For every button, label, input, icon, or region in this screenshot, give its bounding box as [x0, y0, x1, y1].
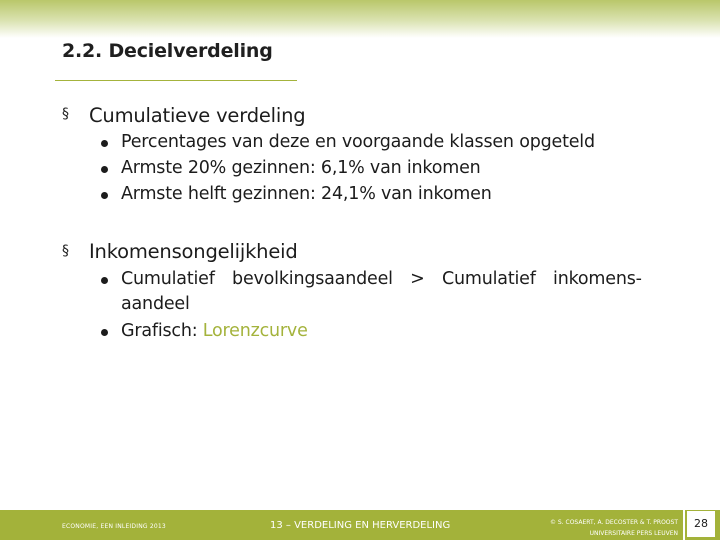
- footer-bar: [0, 510, 720, 540]
- footer-divider: [683, 510, 685, 540]
- header-band: [0, 0, 720, 38]
- list-item: Percentages van deze en voorgaande klassen opgeteld: [121, 132, 595, 152]
- bullet-dot: [101, 192, 108, 199]
- lorenzcurve-term: Lorenzcurve: [202, 321, 308, 341]
- footer-copyright: [535, 517, 678, 539]
- list-item-continuation: aandeel: [121, 294, 190, 314]
- list-item: [121, 321, 308, 341]
- slide-title: 2.2. Decielverdeling: [62, 40, 273, 62]
- item-prefix: Grafisch:: [121, 321, 203, 341]
- list-item: Cumulatief bevolkingsaandeel > Cumulatief inkomens-: [121, 269, 642, 289]
- bullet-dot: [101, 166, 108, 173]
- footer-chapter-title: 13 – VERDELING EN HERVERDELING: [270, 520, 451, 531]
- bullet-dot: [101, 329, 108, 336]
- list-item: Armste 20% gezinnen: 6,1% van inkomen: [121, 158, 481, 178]
- section-bullet: §: [62, 106, 69, 122]
- section-heading-cumulatieve-verdeling: Cumulatieve verdeling: [89, 104, 306, 127]
- footer-course-title: ECONOMIE, EEN INLEIDING 2013: [62, 523, 166, 530]
- footer-authors: © S. COSAERT, A. DECOSTER & T. PROOST: [549, 519, 678, 526]
- section-bullet: §: [62, 243, 69, 259]
- footer-publisher: UNIVERSITAIRE PERS LEUVEN: [589, 530, 678, 537]
- bullet-dot: [101, 140, 108, 147]
- title-underline: [55, 80, 297, 81]
- bullet-dot: [101, 277, 108, 284]
- list-item: Armste helft gezinnen: 24,1% van inkomen: [121, 184, 492, 204]
- page-number: 28: [687, 511, 715, 537]
- section-heading-inkomensongelijkheid: Inkomensongelijkheid: [89, 240, 298, 263]
